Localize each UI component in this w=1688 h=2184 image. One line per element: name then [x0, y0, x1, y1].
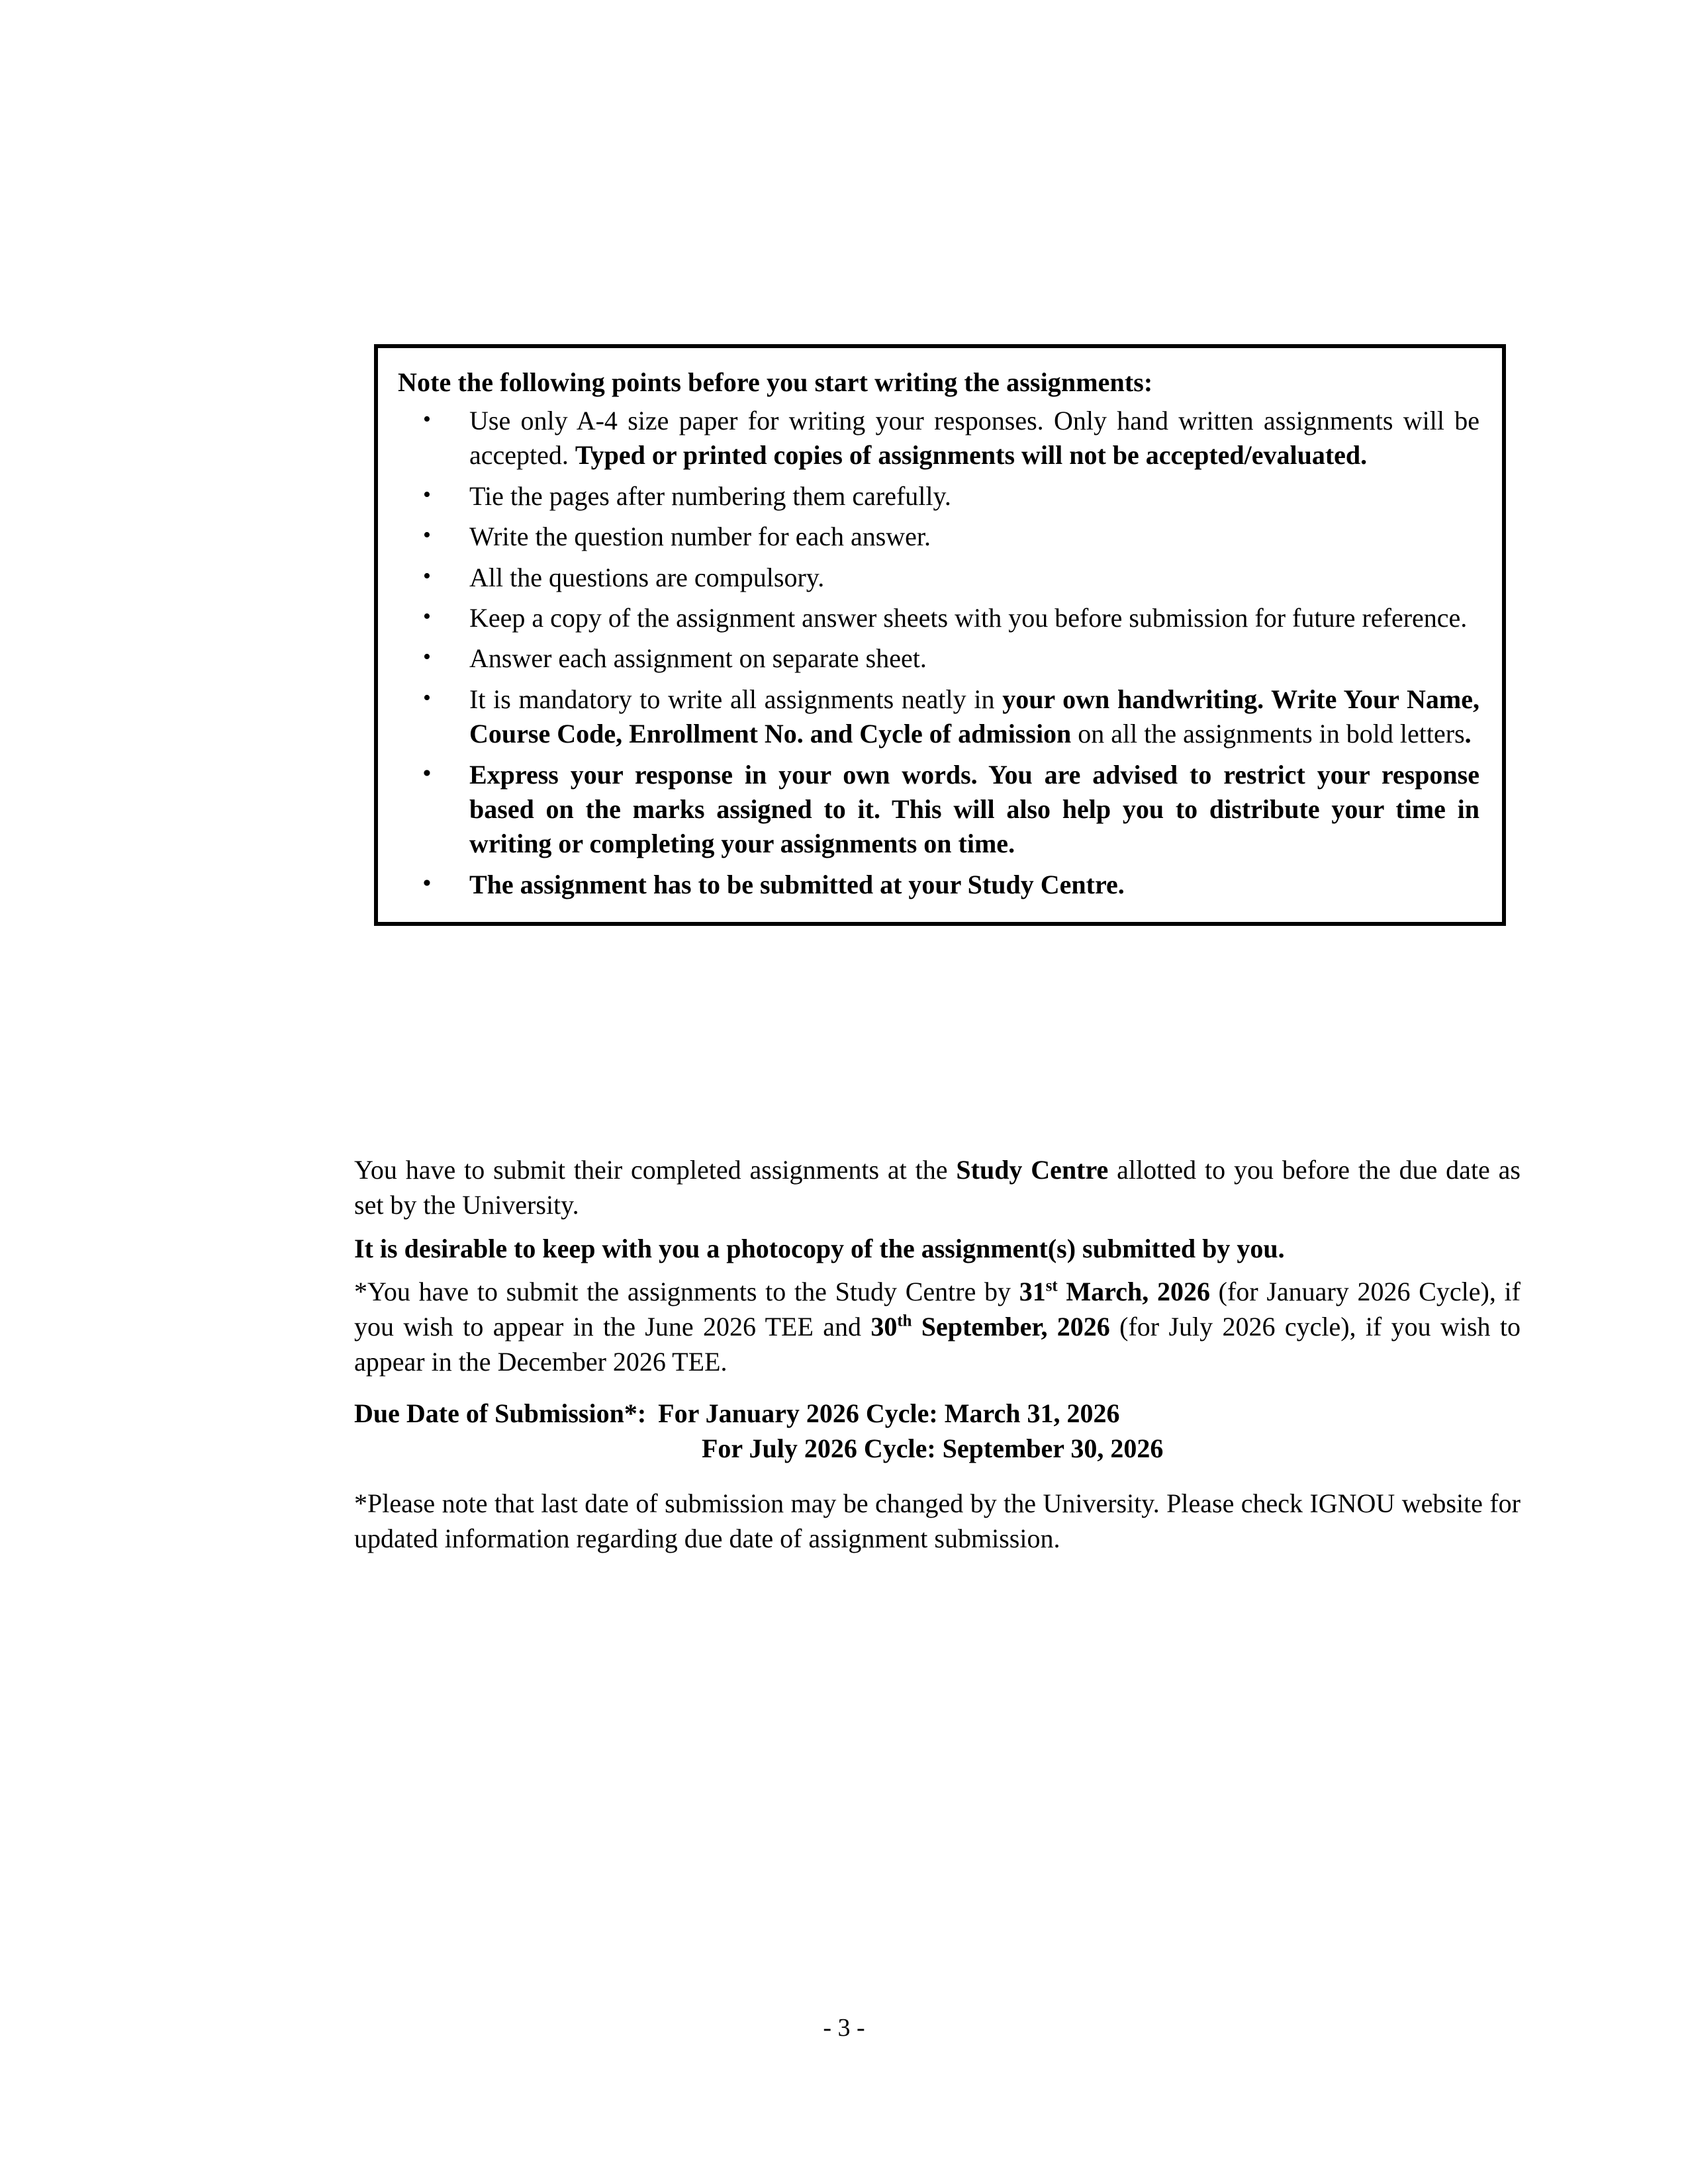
notice-item-answer-separate-sheet-segment-0: Answer each assignment on separate sheet. [469, 643, 927, 674]
notice-list-item-keep-a-copy [398, 601, 1479, 635]
submit-text-part3: allotted to you before the due date as set by the University. [354, 1155, 1521, 1220]
notice-list-item-text [469, 870, 1125, 899]
notice-list-item-text [469, 522, 931, 551]
paragraph-deadline-details [354, 1275, 1521, 1379]
notice-list-item-text [469, 481, 951, 511]
submit-text-part1: You have to submit their completed assignments at the [354, 1155, 957, 1185]
study-centre-emphasis: Study Centre [956, 1155, 1109, 1185]
notice-box [374, 344, 1506, 926]
notice-item-express-own-words-segment-0: Express your response in your own words. You are advised to restrict your response based on the marks assigned to it. This will also help you to distribute your time in writing or completing your assignments on time. [469, 759, 1479, 859]
due-date-january-value: For January 2026 Cycle: March 31, 2026 [658, 1398, 1120, 1428]
bullet-point-icon: • [423, 523, 431, 548]
deadline-text-p2: (for January 2026 Cycle), if you wish to appear in the June 2026 TEE and [354, 1277, 1521, 1342]
notice-list-item-express-own-words [398, 758, 1479, 862]
notice-list-item-use-a4-paper [398, 404, 1479, 473]
notice-list-item-text [469, 603, 1467, 633]
notice-list-item-text [469, 643, 927, 673]
due-date-block [354, 1396, 1521, 1467]
due-date-label: Due Date of Submission*: [354, 1398, 647, 1428]
deadline-date-march [1019, 1277, 1210, 1306]
bullet-point-icon: • [423, 604, 431, 629]
notice-bullet-list [398, 404, 1479, 902]
notice-list-item-text [469, 563, 824, 592]
bullet-point-icon: • [423, 563, 431, 588]
september-day-number: 30 [870, 1312, 898, 1342]
deadline-date-september [870, 1312, 1109, 1342]
notice-list-item-write-question-number [398, 520, 1479, 554]
body-content [354, 1153, 1521, 1565]
notice-item-use-a4-paper-segment-1: Typed or printed copies of assignments will not be accepted/evaluated. [575, 440, 1368, 471]
notice-item-all-questions-compulsory-segment-0: All the questions are compulsory. [469, 562, 825, 592]
notice-list-item-text [469, 684, 1479, 749]
march-month-year: March, 2026 [1057, 1277, 1210, 1307]
notice-item-tie-pages-segment-0: Tie the pages after numbering them carefully. [469, 480, 951, 511]
bullet-point-icon: • [423, 482, 431, 507]
notice-list-item-text [469, 760, 1479, 859]
notice-item-use-a4-paper-segment-0: Use only A-4 size paper for writing your responses. Only hand written assignments will be accepted. [469, 406, 1479, 471]
page-number-footer: - 3 - [823, 2014, 865, 2042]
paragraph-university-note: *Please note that last date of submission may be changed by the University. Please check IGNOU website for updated information regarding due date of assignment submission. [354, 1488, 1521, 1553]
bullet-point-icon: • [423, 870, 431, 895]
september-ordinal-suffix: th [897, 1312, 912, 1330]
notice-item-own-handwriting-segment-3: . [1464, 719, 1472, 749]
notice-item-submit-at-study-centre-segment-0: The assignment has to be submitted at your Study Centre. [469, 869, 1125, 899]
notice-list-item-all-questions-compulsory [398, 561, 1479, 595]
paragraph-keep-photocopy: It is desirable to keep with you a photocopy of the assignment(s) submitted by you. [354, 1233, 1285, 1263]
bullet-point-icon: • [423, 760, 431, 786]
bullet-point-icon: • [423, 407, 431, 432]
notice-list-item-own-handwriting [398, 682, 1479, 752]
paragraph-submit-assignments [354, 1153, 1521, 1223]
bullet-point-icon: • [423, 685, 431, 710]
deadline-text-p3: (for July 2026 cycle), if you wish to appear in the December 2026 TEE. [354, 1312, 1521, 1377]
notice-item-own-handwriting-segment-0: It is mandatory to write all assignments neatly in [469, 684, 1003, 714]
notice-list-item-text [469, 406, 1479, 470]
notice-title: Note the following points before you start writing the assignments: [398, 367, 1153, 397]
due-date-line-january [354, 1396, 1521, 1432]
deadline-text-p1: *You have to submit the assignments to the Study Centre by [354, 1277, 1019, 1307]
notice-item-keep-a-copy-segment-0: Keep a copy of the assignment answer sheets with you before submission for future reference. [469, 602, 1468, 633]
notice-list-item-submit-at-study-centre [398, 868, 1479, 902]
notice-list-item-answer-separate-sheet [398, 641, 1479, 676]
march-ordinal-suffix: st [1045, 1277, 1058, 1296]
notice-list-item-tie-pages [398, 479, 1479, 514]
march-day-number: 31 [1019, 1277, 1046, 1307]
due-date-line-july: For July 2026 Cycle: September 30, 2026 [702, 1433, 1164, 1464]
notice-item-own-handwriting-segment-1: your own handwriting. Write Your Name, Course Code, Enrollment No. and Cycle of admission [469, 684, 1479, 749]
bullet-point-icon: • [423, 645, 431, 670]
notice-item-own-handwriting-segment-2: on all the assignments in bold letters [1071, 719, 1465, 749]
notice-item-write-question-number-segment-0: Write the question number for each answer. [469, 522, 931, 552]
september-month-year: September, 2026 [912, 1312, 1110, 1342]
